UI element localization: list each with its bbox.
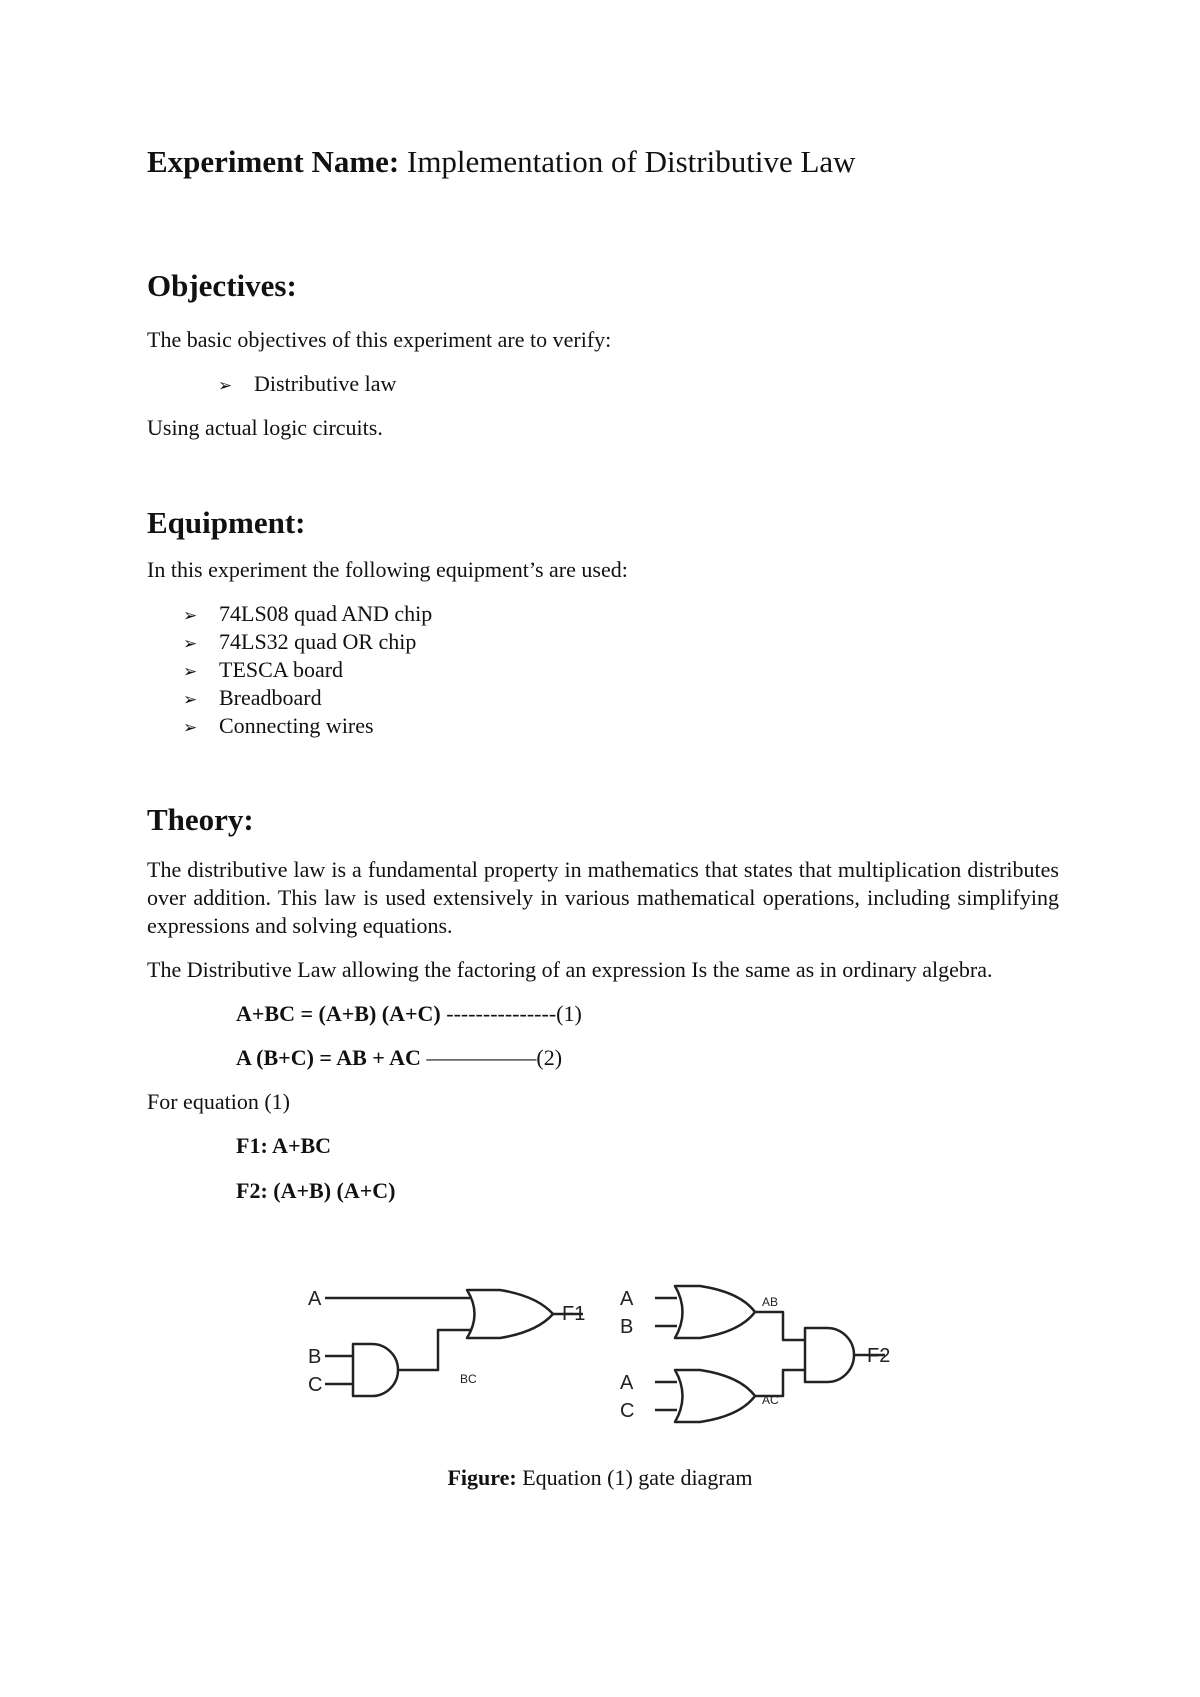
arrow-bullet-icon: ➢ <box>218 376 233 396</box>
label-f2: F2 <box>867 1345 891 1367</box>
title-label: Experiment Name: <box>147 144 400 179</box>
or-gate-f1 <box>467 1290 553 1338</box>
wire-ab-to-and <box>755 1312 805 1340</box>
arrow-bullet-icon: ➢ <box>183 718 198 738</box>
label-b1: B <box>308 1346 322 1368</box>
objectives-intro: The basic objectives of this experiment are to verify: <box>147 327 612 352</box>
label-ab: AB <box>762 1295 779 1309</box>
and-gate-f2 <box>805 1328 854 1382</box>
objectives-list <box>218 370 396 398</box>
arrow-bullet-icon: ➢ <box>183 606 198 626</box>
equation-2: A (B+C) = AB + AC ––––––––––(2) <box>236 1045 563 1070</box>
f2-expression: F2: (A+B) (A+C) <box>236 1178 396 1203</box>
or-gate-ac <box>675 1370 755 1422</box>
arrow-bullet-icon: ➢ <box>183 634 198 654</box>
list-item: ➢ 74LS32 quad OR chip <box>183 628 432 656</box>
label-c1: C <box>308 1374 323 1396</box>
title-text: Implementation of Distributive Law <box>407 144 856 179</box>
or-gate-ab <box>675 1286 755 1338</box>
equipment-list <box>183 600 432 740</box>
theory-heading: Theory: <box>147 802 254 837</box>
list-item: ➢ 74LS08 quad AND chip <box>183 600 432 628</box>
equipment-heading: Equipment: <box>147 505 306 540</box>
list-item: ➢ Connecting wires <box>183 712 432 740</box>
label-ac: AC <box>762 1393 779 1407</box>
label-f1: F1 <box>562 1303 586 1325</box>
equation-1: A+BC = (A+B) (A+C) ---------------(1) <box>236 1001 582 1026</box>
label-a2: A <box>620 1288 634 1310</box>
list-item: ➢ Breadboard <box>183 684 432 712</box>
list-item: ➢ Distributive law <box>218 370 396 398</box>
for-equation-line: For equation (1) <box>147 1089 290 1114</box>
objectives-closing: Using actual logic circuits. <box>147 415 383 440</box>
wire-bc-to-or <box>398 1330 472 1370</box>
factoring-line: The Distributive Law allowing the factoring of an expression Is the same as in ordinary algebra. <box>147 957 993 982</box>
f1-expression: F1: A+BC <box>236 1133 332 1158</box>
figure-caption: Figure: Equation (1) gate diagram <box>447 1465 753 1490</box>
arrow-bullet-icon: ➢ <box>183 690 198 710</box>
objectives-heading: Objectives: <box>147 268 297 303</box>
equipment-intro: In this experiment the following equipment’s are used: <box>147 557 628 582</box>
label-c3: C <box>620 1400 635 1422</box>
gate-diagram <box>300 1270 920 1440</box>
theory-paragraph: The distributive law is a fundamental property in mathematics that states that multiplication distributes over addition. This law is used extensively in various mathematical operations, including simplifying expressions and solving equations. <box>147 857 1059 938</box>
label-a1: A <box>308 1288 322 1310</box>
label-bc: BC <box>460 1372 477 1386</box>
arrow-bullet-icon: ➢ <box>183 662 198 682</box>
and-gate-bc <box>353 1344 398 1396</box>
label-a3: A <box>620 1372 634 1394</box>
list-item: ➢ TESCA board <box>183 656 432 684</box>
experiment-title <box>147 144 856 180</box>
label-b2: B <box>620 1316 634 1338</box>
